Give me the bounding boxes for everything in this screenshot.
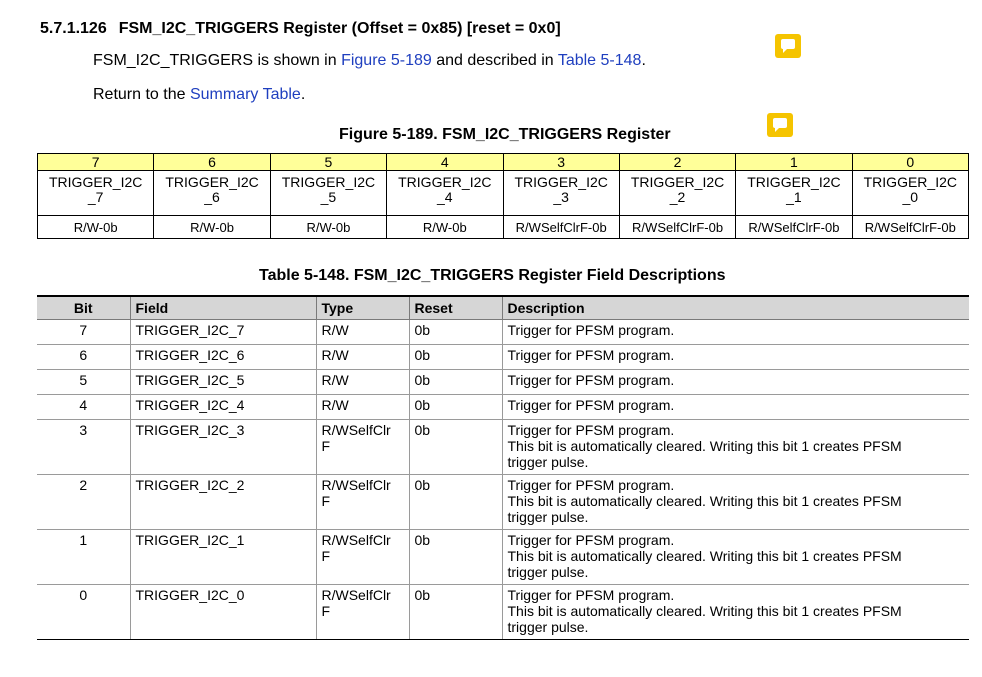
description-cell [502, 320, 969, 345]
field-cell [130, 345, 316, 370]
field-cell [130, 530, 316, 585]
reset-cell [409, 530, 502, 585]
description-cell [502, 530, 969, 585]
intro-text: FSM_I2C_TRIGGERS is shown in [93, 52, 342, 69]
description-cell [502, 345, 969, 370]
field-name-cell [38, 171, 154, 216]
field-name-line: TRIGGER_I2C [747, 174, 841, 190]
field-descriptions-table [37, 295, 969, 640]
description-cell-line: trigger pulse. [507, 619, 589, 635]
type-cell-line: F [321, 603, 331, 619]
field-name-line: _0 [902, 189, 919, 205]
field-name-line: TRIGGER_I2C [398, 174, 492, 190]
field-name-cell [270, 171, 386, 216]
description-cell-line: Trigger for PFSM program. [507, 532, 675, 548]
description-cell-line: Trigger for PFSM program. [507, 372, 675, 388]
table-row [37, 370, 969, 395]
description-cell [502, 395, 969, 420]
field-name-line: _1 [786, 189, 802, 205]
bit-cell-line: 7 [79, 322, 88, 338]
field-cell-line: TRIGGER_I2C_6 [135, 347, 245, 363]
field-name-line: TRIGGER_I2C [165, 174, 259, 190]
type-cell-line: R/W [321, 322, 349, 338]
description-cell-line: Trigger for PFSM program. [507, 587, 675, 603]
reset-cell-line: 0b [414, 422, 431, 438]
field-name-cell [154, 171, 270, 216]
reset-cell [409, 345, 502, 370]
field-cell [130, 395, 316, 420]
bit-number-cell: 5 [270, 154, 386, 171]
bit-cell-line: 4 [79, 397, 88, 413]
section-number: 5.7.1.126 [40, 20, 107, 37]
column-header: Bit [37, 296, 130, 320]
access-cell: R/W-0b [154, 216, 270, 239]
description-cell [502, 370, 969, 395]
return-text: Return to the [93, 86, 190, 103]
bit-cell [37, 370, 130, 395]
bit-cell-line: 1 [79, 532, 88, 548]
column-header: Type [316, 296, 409, 320]
type-cell-line: F [321, 438, 331, 454]
reset-cell-line: 0b [414, 532, 431, 548]
reset-cell-line: 0b [414, 477, 431, 493]
field-cell [130, 420, 316, 475]
type-cell-line: R/WSelfClr [321, 532, 391, 548]
field-cell-line: TRIGGER_I2C_7 [135, 322, 245, 338]
field-name-cell [387, 171, 503, 216]
reset-cell-line: 0b [414, 322, 431, 338]
description-cell-line: Trigger for PFSM program. [507, 477, 675, 493]
field-cell [130, 475, 316, 530]
type-cell-line: R/WSelfClr [321, 587, 391, 603]
table-row [37, 585, 969, 640]
field-cell-line: TRIGGER_I2C_3 [135, 422, 245, 438]
type-cell-line: R/WSelfClr [321, 422, 391, 438]
type-cell [316, 530, 409, 585]
field-cell-line: TRIGGER_I2C_0 [135, 587, 245, 603]
reset-cell-line: 0b [414, 347, 431, 363]
field-name-line: TRIGGER_I2C [49, 174, 143, 190]
register-figure [37, 153, 969, 239]
type-cell-line: F [321, 493, 331, 509]
bit-number-cell: 3 [503, 154, 619, 171]
description-cell-line: This bit is automatically cleared. Writing this bit 1 creates PFSM [507, 548, 902, 564]
table-row [37, 395, 969, 420]
summary-table-link[interactable]: Summary Table [189, 86, 301, 103]
type-cell [316, 475, 409, 530]
description-cell-line: Trigger for PFSM program. [507, 322, 675, 338]
reset-cell [409, 475, 502, 530]
comment-note-icon[interactable] [767, 113, 793, 137]
access-cell: R/WSelfClrF-0b [736, 216, 852, 239]
access-cell: R/WSelfClrF-0b [852, 216, 968, 239]
description-cell-line: trigger pulse. [507, 454, 589, 470]
type-cell-line: F [321, 548, 331, 564]
return-paragraph [93, 86, 305, 104]
field-cell [130, 585, 316, 640]
field-name-line: _3 [553, 189, 569, 205]
reset-cell [409, 370, 502, 395]
bit-cell [37, 475, 130, 530]
access-cell: R/W-0b [387, 216, 503, 239]
intro-text: . [641, 52, 646, 69]
field-name-line: _2 [669, 189, 686, 205]
description-cell-line: This bit is automatically cleared. Writing this bit 1 creates PFSM [507, 493, 902, 509]
description-cell-line: This bit is automatically cleared. Writing this bit 1 creates PFSM [507, 603, 902, 619]
description-cell [502, 475, 969, 530]
field-name-cell [852, 171, 968, 216]
bit-number-cell: 0 [852, 154, 968, 171]
table-caption: Table 5-148. FSM_I2C_TRIGGERS Register Field Descriptions [259, 267, 726, 284]
field-name-line: TRIGGER_I2C [863, 174, 957, 190]
type-cell-line: R/W [321, 347, 349, 363]
access-cell: R/W-0b [270, 216, 386, 239]
field-name-cell [736, 171, 852, 216]
field-cell [130, 370, 316, 395]
description-cell [502, 585, 969, 640]
access-cell: R/W-0b [38, 216, 154, 239]
section-heading [40, 20, 561, 38]
table-row [37, 320, 969, 345]
section-title: FSM_I2C_TRIGGERS Register (Offset = 0x85) [reset = 0x0] [118, 20, 561, 37]
field-cell-line: TRIGGER_I2C_2 [135, 477, 245, 493]
field-name-line: TRIGGER_I2C [514, 174, 608, 190]
reset-cell [409, 320, 502, 345]
type-cell [316, 420, 409, 475]
field-name-cell [619, 171, 735, 216]
access-row [38, 216, 969, 239]
field-cell-line: TRIGGER_I2C_5 [135, 372, 245, 388]
bit-cell [37, 585, 130, 640]
description-cell-line: Trigger for PFSM program. [507, 422, 675, 438]
description-cell-line: trigger pulse. [507, 509, 589, 525]
table-row [37, 420, 969, 475]
bit-cell [37, 320, 130, 345]
type-cell-line: R/WSelfClr [321, 477, 391, 493]
reset-cell-line: 0b [414, 372, 431, 388]
bit-cell-line: 3 [79, 422, 88, 438]
figure-link[interactable]: Figure 5-189 [341, 52, 432, 69]
table-link[interactable]: Table 5-148 [557, 52, 642, 69]
return-text: . [300, 86, 306, 103]
table-row [37, 530, 969, 585]
field-name-line: _4 [437, 189, 453, 205]
field-name-line: _5 [320, 189, 337, 205]
intro-text: and described in [431, 52, 558, 69]
type-cell-line: R/W [321, 372, 349, 388]
bit-cell-line: 0 [79, 587, 88, 603]
bit-cell [37, 395, 130, 420]
bit-number-cell: 7 [38, 154, 154, 171]
description-cell-line: trigger pulse. [507, 564, 589, 580]
description-cell-line: Trigger for PFSM program. [507, 347, 675, 363]
bit-number-cell: 4 [387, 154, 503, 171]
bit-cell [37, 345, 130, 370]
description-cell-line: Trigger for PFSM program. [507, 397, 675, 413]
bit-cell [37, 420, 130, 475]
field-name-line: _6 [204, 189, 220, 205]
table-header-row [37, 296, 969, 320]
type-cell [316, 585, 409, 640]
field-cell [130, 320, 316, 345]
field-name-cell [503, 171, 619, 216]
bit-cell [37, 530, 130, 585]
description-cell [502, 420, 969, 475]
access-cell: R/WSelfClrF-0b [503, 216, 619, 239]
bit-cell-line: 6 [79, 347, 88, 363]
type-cell-line: R/W [321, 397, 349, 413]
field-name-line: _7 [87, 189, 104, 205]
reset-cell-line: 0b [414, 587, 431, 603]
reset-cell-line: 0b [414, 397, 431, 413]
intro-paragraph [93, 52, 646, 70]
table-row [37, 475, 969, 530]
table-row [37, 345, 969, 370]
field-name-row [38, 171, 969, 216]
reset-cell [409, 420, 502, 475]
bit-cell-line: 2 [79, 477, 88, 493]
column-header: Field [130, 296, 316, 320]
figure-caption: Figure 5-189. FSM_I2C_TRIGGERS Register [339, 126, 671, 143]
reset-cell [409, 585, 502, 640]
type-cell [316, 345, 409, 370]
column-header: Reset [409, 296, 502, 320]
type-cell [316, 370, 409, 395]
bit-number-cell: 2 [619, 154, 735, 171]
bit-number-cell: 6 [154, 154, 270, 171]
field-cell-line: TRIGGER_I2C_4 [135, 397, 245, 413]
bit-number-row [38, 154, 969, 171]
type-cell [316, 320, 409, 345]
bit-cell-line: 5 [79, 372, 88, 388]
comment-note-icon[interactable] [775, 34, 801, 58]
bit-number-cell: 1 [736, 154, 852, 171]
description-cell-line: This bit is automatically cleared. Writing this bit 1 creates PFSM [507, 438, 902, 454]
type-cell [316, 395, 409, 420]
field-cell-line: TRIGGER_I2C_1 [135, 532, 245, 548]
field-name-line: TRIGGER_I2C [281, 174, 376, 190]
access-cell: R/WSelfClrF-0b [619, 216, 735, 239]
field-name-line: TRIGGER_I2C [630, 174, 725, 190]
reset-cell [409, 395, 502, 420]
table-body [37, 320, 969, 640]
column-header: Description [502, 296, 969, 320]
